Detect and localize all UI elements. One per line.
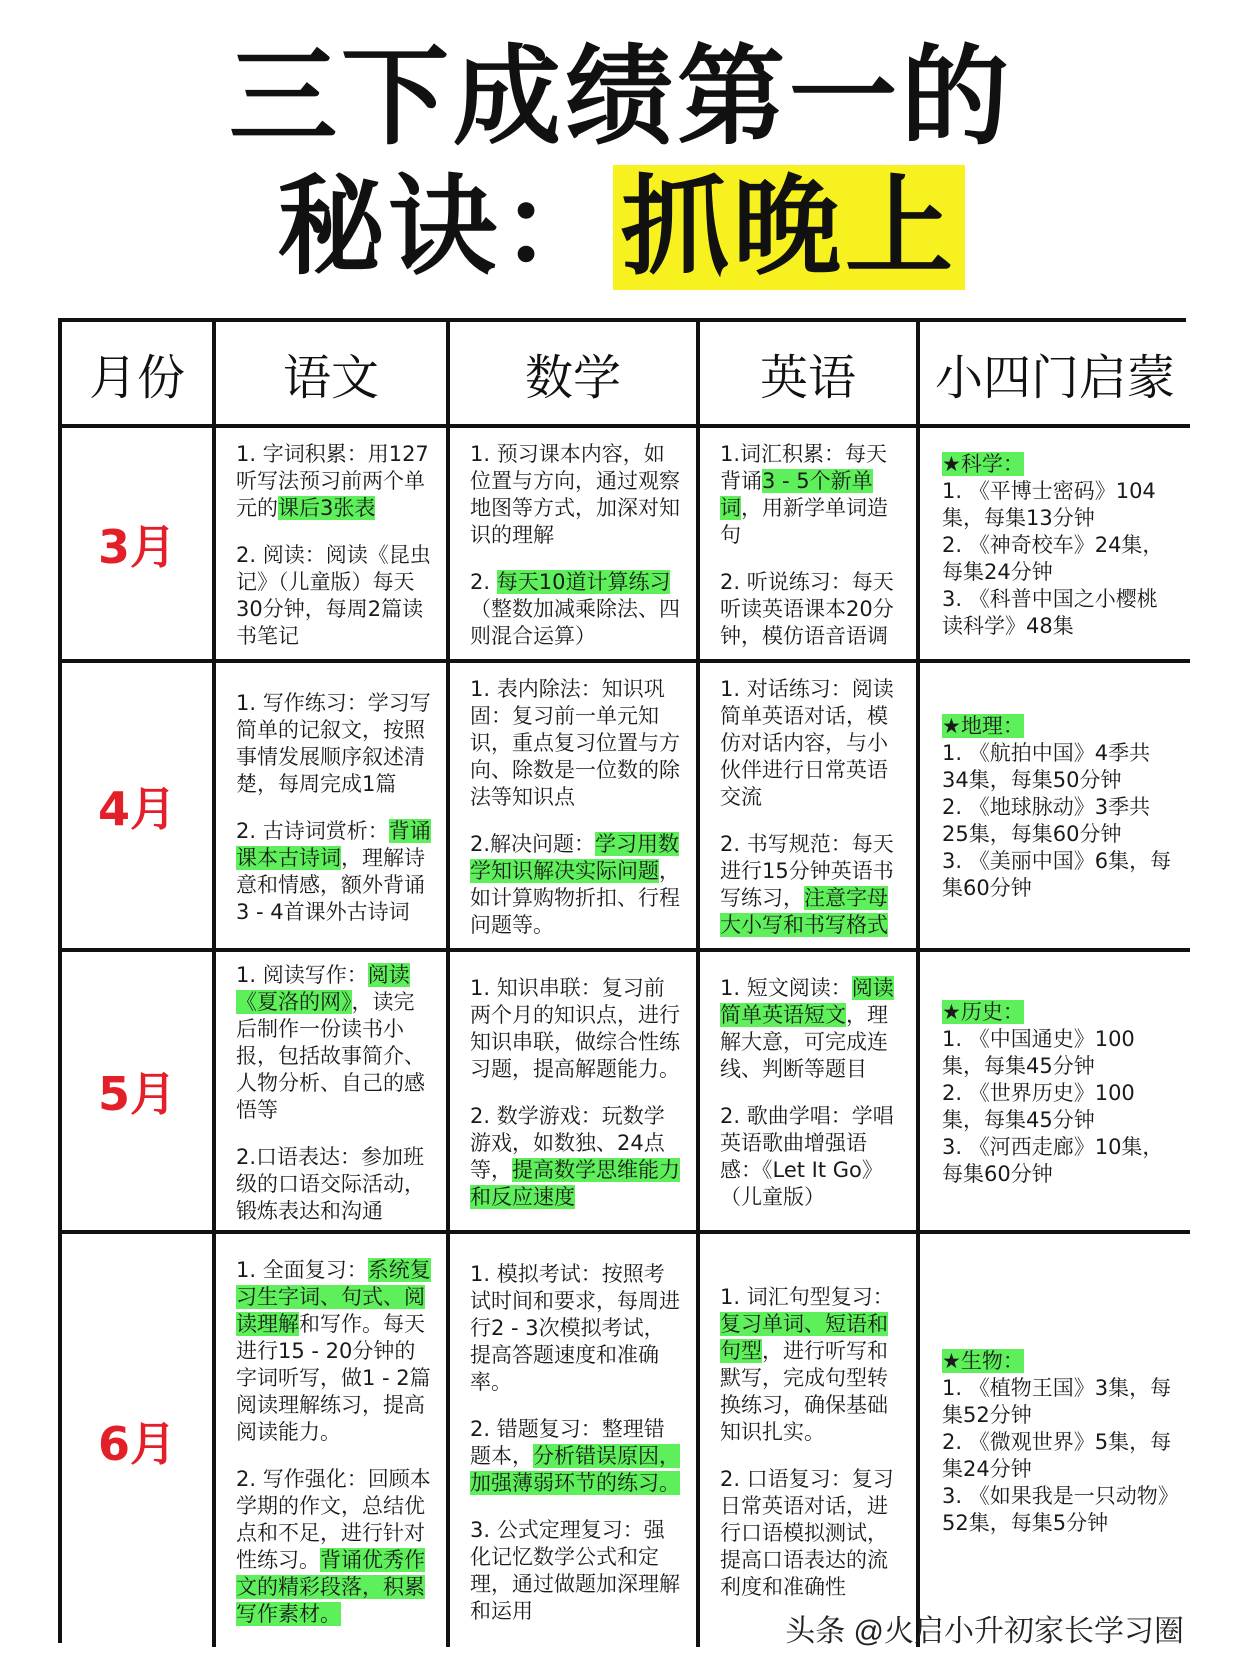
minor-list (942, 451, 1176, 640)
english-seg-highlight: 3 - 5个新单词 (720, 469, 873, 520)
english-seg: 1. 对话练习：阅读简单英语对话，模仿对话内容，与小伙伴进行日常英语交流 (720, 677, 894, 809)
math-item (470, 1261, 682, 1396)
english-seg: 2. 听说练习：每天听读英语课本20分钟，模仿语音语调 (720, 570, 894, 648)
header-2: 数学 (450, 322, 700, 428)
chinese-item (236, 690, 432, 798)
chinese-seg-highlight: 阅读《夏洛的网》 (236, 962, 410, 1014)
math-item (470, 831, 682, 939)
english-cell (700, 952, 920, 1234)
chinese-seg: 2.口语表达：参加班级的口语交际活动，锻炼表达和沟通 (236, 1144, 425, 1223)
minor-list (942, 999, 1176, 1188)
math-seg: 1. 预习课本内容，如位置与方向，通过观察地图等方式，加深对知识的理解 (470, 442, 680, 547)
math-cell (450, 428, 700, 663)
math-item (470, 975, 682, 1083)
math-seg: 2. 错题复习：整理错题本， (470, 1416, 665, 1468)
chinese-item (236, 441, 432, 522)
english-cell (700, 1234, 920, 1647)
chinese-seg-highlight: 背诵课本古诗词 (236, 818, 431, 870)
chinese-seg: 2. 阅读：阅读《昆虫记》（儿童版）每天 30分钟，每周2篇读书笔记 (236, 543, 431, 648)
minor-item: 3. 《如果我是一只动物》52集，每集5分钟 (942, 1484, 1169, 1535)
minor-subject-label: ★历史： (942, 999, 1024, 1024)
math-seg-highlight: 分析错误原因，加强薄弱环节的练习。 (470, 1443, 680, 1495)
chinese-seg: 1. 全面复习： (236, 1258, 368, 1282)
month-label: 3月 (62, 428, 216, 663)
minor-list (942, 1348, 1176, 1537)
chinese-seg: 2. 古诗词赏析： (236, 818, 389, 843)
chinese-item (236, 1144, 432, 1225)
minor-item: 1. 《中国通史》100集，每集45分钟 (942, 1026, 1135, 1078)
english-cell (700, 428, 920, 663)
math-seg: 1. 模拟考试：按照考试时间和要求，每周进行2 - 3次模拟考试，提高答题速度和准确率。 (470, 1261, 680, 1394)
english-seg: 1. 短文阅读： (720, 976, 852, 1000)
minor-subjects-cell (920, 428, 1190, 663)
math-item (470, 1416, 682, 1497)
minor-item: 2. 《地球脉动》3季共25集，每集60分钟 (942, 795, 1151, 846)
chinese-seg-highlight: 系统复习生字词、句式、阅读理解 (236, 1258, 431, 1336)
minor-item: 2. 《微观世界》5集，每集24分钟 (942, 1430, 1172, 1481)
chinese-seg: 1. 阅读写作： (236, 962, 368, 987)
minor-item: 3. 《河西走廊》10集，每集60分钟 (942, 1134, 1164, 1186)
english-seg: 2. 书写规范：每天进行15分钟英语书写练习， (720, 832, 894, 910)
english-seg: ，理解大意，可完成连线、判断等题目 (720, 1003, 888, 1081)
english-seg: ，进行听写和默写，完成句型转换练习，确保基础知识扎实。 (720, 1339, 888, 1444)
math-seg: 2. (470, 570, 497, 594)
minor-item: 1. 《航拍中国》4季共34集，每集50分钟 (942, 741, 1151, 792)
chinese-cell (216, 1234, 450, 1647)
math-seg: 3. 公式定理复习：强化记忆数学公式和定理，通过做题加深理解和运用 (470, 1517, 680, 1623)
header-3: 英语 (700, 322, 920, 428)
header-0: 月份 (62, 322, 216, 428)
chinese-item (236, 818, 432, 926)
chinese-seg: 和写作。每天进行15 - 20分钟的字词听写，做1 - 2篇阅读理解练习，提高阅读能力。 (236, 1312, 431, 1444)
english-item (720, 569, 902, 650)
chinese-seg-highlight: 课后3张表 (278, 496, 376, 520)
math-item (470, 1103, 682, 1211)
minor-item: 3. 《科普中国之小樱桃读科学》48集 (942, 587, 1158, 638)
math-seg-highlight: 学习用数学知识解决实际问题 (470, 832, 680, 883)
title-line-1: 三下成绩第一的 (228, 35, 1013, 160)
chinese-seg: 2. 写作强化：回顾本学期的作文，总结优点和不足，进行针对性练习。 (236, 1467, 431, 1572)
chinese-cell (216, 428, 450, 663)
chinese-seg: 1. 字词积累：用127听写法预习前两个单元的 (236, 442, 429, 520)
english-item (720, 1103, 902, 1211)
math-item (470, 1517, 682, 1625)
chinese-seg: ，理解诗意和情感，额外背诵3 - 4首课外古诗词 (236, 845, 425, 924)
english-seg: 2. 歌曲学唱：学唱英语歌曲增强语感：《Let It Go》（儿童版） (720, 1104, 894, 1209)
math-seg-highlight: 提高数学思维能力和反应速度 (470, 1158, 680, 1209)
chinese-seg: 1. 写作练习：学习写简单的记叙文，按照事情发展顺序叙述清楚，每周完成1篇 (236, 690, 431, 796)
title-highlight: 抓晚上 (613, 165, 965, 290)
chinese-seg-highlight: 背诵优秀作文的精彩段落，积累写作素材。 (236, 1548, 425, 1626)
math-seg: 1. 表内除法：知识巩固：复习前一单元知识，重点复习位置与方向、除数是一位数的除法等知识点 (470, 677, 680, 809)
minor-subject-label: ★科学： (942, 452, 1024, 476)
month-label: 5月 (62, 952, 216, 1234)
english-seg: 1.词汇积累：每天背诵 (720, 442, 888, 493)
chinese-item (236, 1257, 432, 1446)
english-seg: 2. 口语复习：复习日常英语对话，进行口语模拟测试，提高口语表达的流利度和准确性 (720, 1467, 894, 1599)
english-item (720, 676, 902, 811)
english-seg-highlight: 注意字母大小写和书写格式 (720, 886, 888, 937)
chinese-cell (216, 663, 450, 952)
math-item (470, 441, 682, 549)
math-item (470, 676, 682, 811)
math-seg: ，如计算购物折扣、行程问题等。 (470, 859, 680, 937)
minor-item: 1. 《平博士密码》104集，每集13分钟 (942, 479, 1156, 530)
math-cell (450, 663, 700, 952)
minor-subject-label: ★地理： (942, 714, 1024, 738)
math-seg-highlight: 每天10道计算练习 (496, 570, 671, 594)
english-seg: 1. 词汇句型复习： (720, 1285, 894, 1309)
math-seg: 1. 知识串联：复习前两个月的知识点，进行知识串联，做综合性练习题，提高解题能力。 (470, 976, 680, 1081)
month-label: 6月 (62, 1234, 216, 1647)
math-item (470, 569, 682, 650)
minor-subject-label: ★生物： (942, 1349, 1024, 1373)
study-plan-table (58, 318, 1186, 1643)
watermark: 头条 @火启小升初家长学习圈 (785, 1615, 1184, 1648)
math-seg: 2.解决问题： (470, 832, 596, 856)
minor-subjects-cell (920, 952, 1190, 1234)
month-label: 4月 (62, 663, 216, 952)
minor-list (942, 713, 1176, 902)
chinese-item (236, 1466, 432, 1628)
minor-item: 1. 《植物王国》3集，每集52分钟 (942, 1376, 1172, 1427)
chinese-cell (216, 952, 450, 1234)
minor-subjects-cell (920, 663, 1190, 952)
math-seg: 2. 数学游戏：玩数学游戏，如数独、24点等， (470, 1104, 665, 1182)
english-seg-highlight: 阅读简单英语短文 (720, 976, 894, 1027)
math-cell (450, 1234, 700, 1647)
title-line-2 (0, 165, 1242, 290)
english-item (720, 1466, 902, 1601)
math-cell (450, 952, 700, 1234)
minor-subjects-cell (920, 1234, 1190, 1647)
english-seg: ，用新学单词造句 (720, 496, 888, 547)
minor-item: 2. 《世界历史》100集，每集45分钟 (942, 1080, 1135, 1132)
english-item (720, 441, 902, 549)
english-item (720, 975, 902, 1083)
chinese-item (236, 542, 432, 650)
english-item (720, 1284, 902, 1446)
minor-item: 3. 《美丽中国》6集，每集60分钟 (942, 849, 1172, 900)
english-cell (700, 663, 920, 952)
english-seg-highlight: 复习单词、短语和句型 (720, 1312, 888, 1363)
math-seg: （整数加减乘除法、四则混合运算） (470, 597, 680, 648)
chinese-item (236, 962, 432, 1124)
minor-item: 2. 《神奇校车》24集，每集24分钟 (942, 533, 1164, 584)
title-prefix: 秘诀： (276, 165, 613, 290)
english-item (720, 831, 902, 939)
chinese-seg: ，读完后制作一份读书小报，包括故事简介、人物分析、自己的感悟等 (236, 989, 425, 1122)
header-4: 小四门启蒙 (920, 322, 1190, 428)
header-1: 语文 (216, 322, 450, 428)
